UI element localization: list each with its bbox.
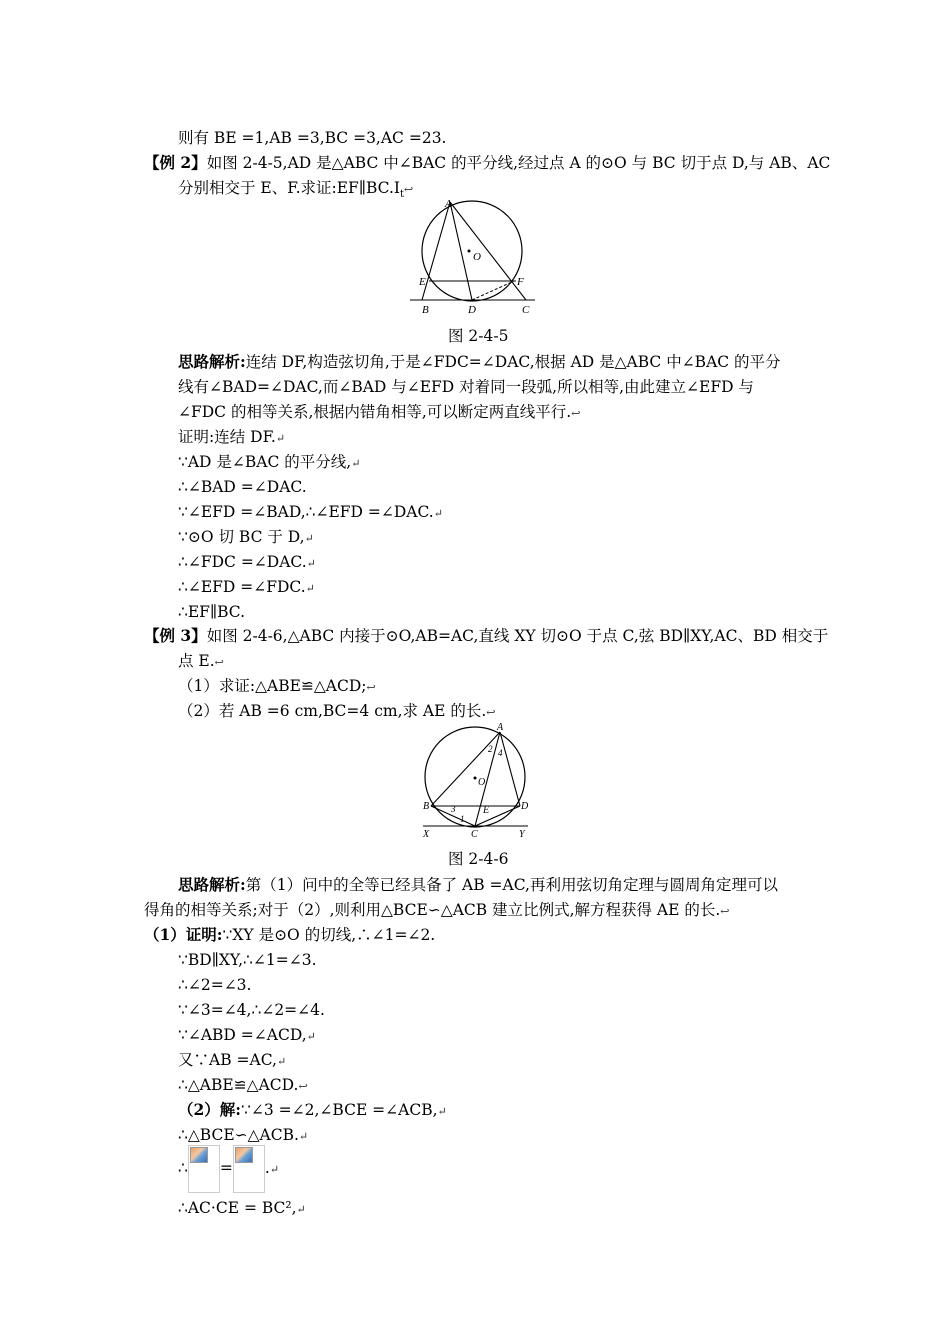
proof-line: ∵AD 是∠BAC 的平分线,↵ <box>178 453 361 471</box>
proof-label: （1）证明: <box>144 925 223 944</box>
proof-line: 证明:连结 DF.↵ <box>178 428 286 446</box>
example-3-line-2: 点 E.↩ <box>178 652 224 670</box>
analysis-1-line-1: 思路解析:连结 DF,构造弦切角,于是∠FDC=∠DAC,根据 AD 是△ABC 中∠BAC 的平分 <box>178 352 781 371</box>
solution-line: （2）解:∵∠3 =∠2,∠BCE =∠ACB,↵ <box>178 1100 447 1119</box>
label-x: X <box>423 829 430 840</box>
analysis-1-line-2: 线有∠BAD=∠DAC,而∠BAD 与∠EFD 对着同一段弧,所以相等,由此建立∠EFD 与 <box>178 378 754 396</box>
label-o: O <box>478 777 486 788</box>
label-c: C <box>471 829 478 840</box>
proof-line: ∴EF∥BC. <box>178 603 246 621</box>
label-y: Y <box>519 829 525 840</box>
label-d: D <box>521 801 529 812</box>
solution-line: ∵∠ABD =∠ACD,↵ <box>178 1026 316 1044</box>
label-b: B <box>422 304 429 316</box>
label-e: E <box>419 276 426 288</box>
example-2-line-2: 分别相交于 E、F.求证$:EF\parallel BC.I_t↩$ <box>178 179 414 201</box>
proof-line: ∵⊙O 切 BC 于 D,↵ <box>178 528 314 546</box>
label-3: 3 <box>451 804 456 814</box>
solution-label: （2）解: <box>178 1100 242 1119</box>
proof-line: ∴∠FDC =∠DAC.↵ <box>178 553 316 571</box>
paragraph-mark-icon: ↩ <box>214 656 224 669</box>
label-a: A <box>497 722 504 733</box>
solution-line: ∴AC·CE = BC²,↵ <box>178 1199 306 1217</box>
solution-line: ∵BD∥XY,∴∠1=∠3. <box>178 951 317 969</box>
proof-line: ∵∠EFD =∠BAD,∴∠EFD =∠DAC.↵ <box>178 503 443 521</box>
label-d: D <box>468 304 476 316</box>
solution-line: （1）证明:∵XY 是⊙O 的切线,∴∠1=∠2. <box>144 925 436 944</box>
figure-2-4-5-caption: 图 2-4-5 <box>448 327 509 345</box>
example-2-line-1: 【例 2】如图 2-4-5,AD 是△ABC 中∠BAC 的平分线,经过点 A 的⊙O 与 BC 切于点 D,与 AB、AC <box>144 153 831 172</box>
label-c: C <box>522 304 530 316</box>
solution-line: 又∵AB =AC,↵ <box>178 1051 287 1069</box>
figure-2-4-6-caption: 图 2-4-6 <box>448 850 509 868</box>
solution-line: ∵∠3=∠4,∴∠2=∠4. <box>178 1001 325 1019</box>
analysis-2-line-1: 思路解析:第（1）问中的全等已经具备了 AB =AC,再利用弦切角定理与圆周角定理可以 <box>178 875 778 894</box>
proof-line: ∴∠EFD =∠FDC.↵ <box>178 578 315 596</box>
label-b: B <box>423 801 430 812</box>
analysis-label: 思路解析: <box>178 875 246 894</box>
analysis-1-line-3: ∠FDC 的相等关系,根据内错角相等,可以断定两直线平行.↩ <box>178 403 581 421</box>
solution-line: ∴△ABE≌△ACD.↩ <box>178 1076 308 1094</box>
paragraph-mark-icon: ↩ <box>720 905 730 918</box>
proof-line: ∴∠BAD =∠DAC. <box>178 478 307 496</box>
example-2-tag: 【例 2】 <box>144 153 207 172</box>
result-line: 则有 BE =1,AB =3,BC =3,AC =23. <box>178 129 447 147</box>
figure-2-4-6 <box>418 720 533 840</box>
paragraph-mark-icon: ↩ <box>571 407 581 420</box>
analysis-label: 思路解析: <box>178 352 246 371</box>
figure-2-4-5 <box>410 196 535 318</box>
paragraph-mark-icon: ↩ <box>298 1080 308 1093</box>
solution-line: ∴△BCE∽△ACB.↵ <box>178 1126 309 1144</box>
analysis-2-line-2: 得角的相等关系;对于（2）,则利用△BCE∽△ACB 建立比例式,解方程获得 AE 的长.↩ <box>144 901 730 919</box>
label-1: 1 <box>460 814 465 824</box>
paragraph-mark-icon: ↩ <box>404 183 414 196</box>
question-1: （1）求证:△ABE≌△ACD;↩ <box>178 677 376 695</box>
ratio-line: ∴ = .↵ <box>178 1144 279 1194</box>
label-2: 2 <box>488 744 493 754</box>
solution-line: ∴∠2=∠3. <box>178 976 252 994</box>
label-f: F <box>517 276 524 288</box>
example-3-tag: 【例 3】 <box>144 626 207 645</box>
label-o: O <box>473 251 481 263</box>
example-3-line-1: 【例 3】如图 2-4-6,△ABC 内接于⊙O,AB=AC,直线 XY 切⊙O 于点 C,弦 BD∥XY,AC、BD 相交于 <box>144 626 829 645</box>
label-e: E <box>483 805 490 816</box>
paragraph-mark-icon: ↩ <box>366 681 376 694</box>
label-a: A <box>445 198 452 210</box>
paragraph-mark-icon: ↩ <box>486 706 496 719</box>
fraction-image-icon <box>188 1145 220 1193</box>
label-4: 4 <box>498 748 503 758</box>
fraction-image-icon <box>233 1145 265 1193</box>
question-2: （2）若 AB =6 cm,BC=4 cm,求 AE 的长.↩ <box>178 702 496 720</box>
